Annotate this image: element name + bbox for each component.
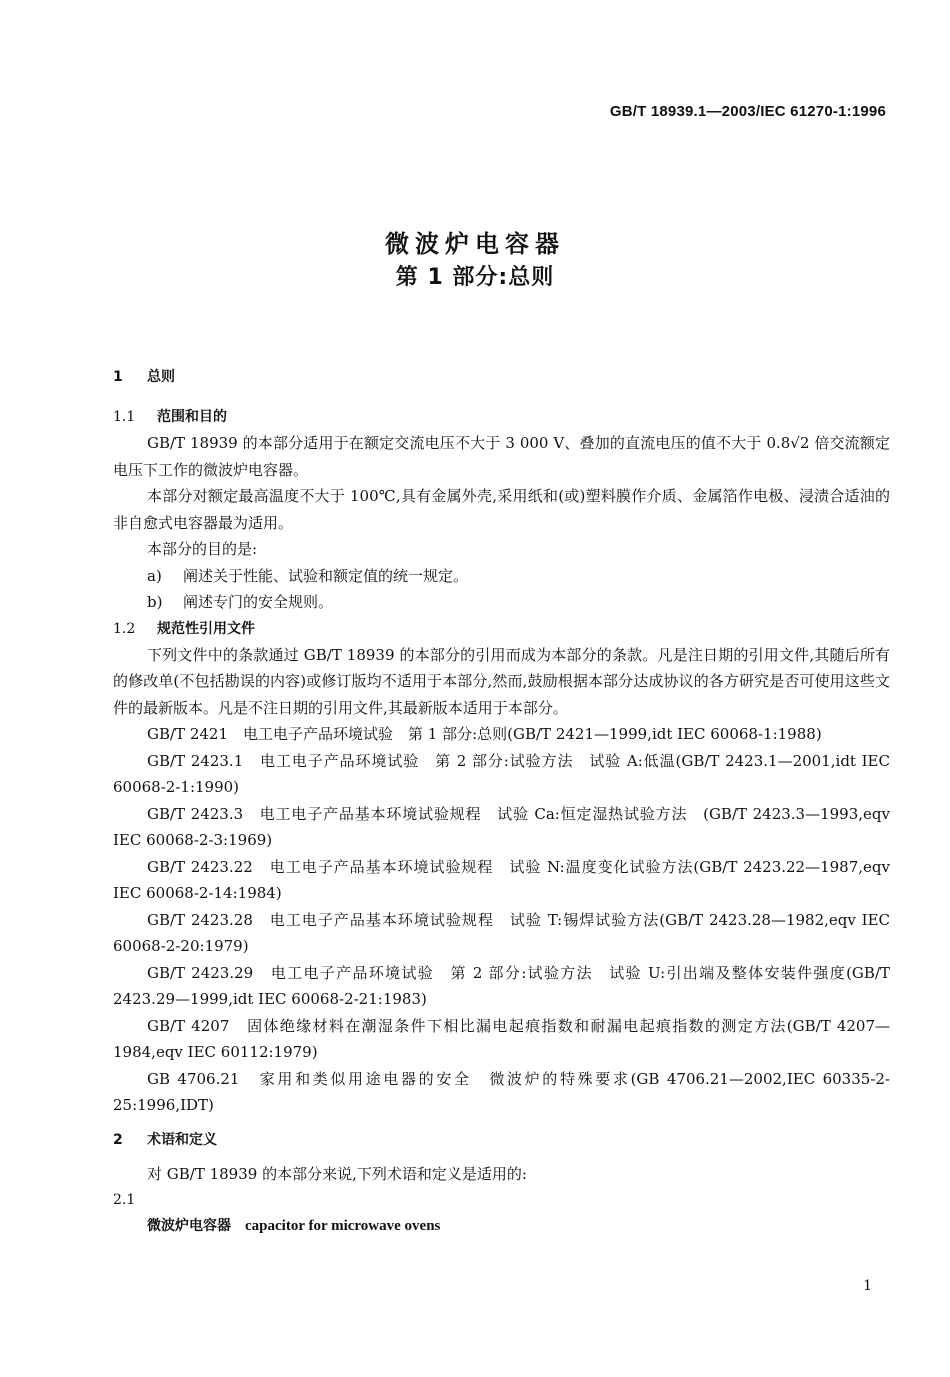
section-title: 术语和定义 <box>147 1131 217 1148</box>
paragraph: GB/T 18939 的本部分适用于在额定交流电压不大于 3 000 V、叠加的直流电压的值不大于 0.8√2 倍交流额定电压下工作的微波炉电容器。 <box>113 434 890 479</box>
section-number: 2.1 <box>113 1192 136 1208</box>
standard-code: GB/T 18939.1—2003/IEC 61270-1:1996 <box>609 103 886 120</box>
reference-entry: GB 4706.21 家用和类似用途电器的安全 微波炉的特殊要求(GB 4706.21—2002,IEC 60335-2-25:1996,IDT) <box>113 1069 890 1114</box>
reference-entry: GB/T 2421 电工电子产品环境试验 第 1 部分:总则(GB/T 2421—1999,idt IEC 60068-1:1988) <box>147 725 822 743</box>
section-title: 总则 <box>147 369 175 385</box>
paragraph: 本部分的目的是: <box>147 540 258 558</box>
document-body <box>113 364 890 1239</box>
title-line-1: 微波炉电容器 <box>385 230 565 258</box>
title-line-2: 第 1 部分:总则 <box>395 265 555 290</box>
reference-entry: GB/T 2423.3 电工电子产品基本环境试验规程 试验 Ca:恒定湿热试验方法 (GB/T 2423.3—1993,eqv IEC 60068-2-3:1969) <box>113 804 890 849</box>
section-1-2-heading <box>113 616 890 642</box>
section-2-1-heading <box>113 1187 890 1213</box>
term-entry <box>113 1213 890 1239</box>
reference-entry: GB/T 2423.1 电工电子产品环境试验 第 2 部分:试验方法 试验 A:低温(GB/T 2423.1—2001,idt IEC 60068-2-1:1990) <box>113 751 890 796</box>
list-text: 阐述专门的安全规则。 <box>183 593 334 611</box>
term-english: capacitor for microwave ovens <box>245 1218 441 1234</box>
list-item <box>113 589 890 616</box>
section-title: 规范性引用文件 <box>157 620 255 637</box>
list-text: 阐述关于性能、试验和额定值的统一规定。 <box>183 566 469 585</box>
reference-entry: GB/T 2423.28 电工电子产品基本环境试验规程 试验 T:锡焊试验方法(GB/T 2423.28—1982,eqv IEC 60068-2-20:1979) <box>113 910 890 955</box>
section-number: 1.1 <box>113 409 136 425</box>
section-1-1-heading <box>113 404 890 430</box>
section-number: 1 <box>113 369 123 385</box>
section-number: 1.2 <box>113 620 136 637</box>
section-number: 2 <box>113 1131 123 1148</box>
reference-entry: GB/T 4207 固体绝缘材料在潮湿条件下相比漏电起痕指数和耐漏电起痕指数的测定方法(GB/T 4207—1984,eqv IEC 60112:1979) <box>113 1016 890 1061</box>
term-chinese: 微波炉电容器 <box>147 1218 231 1234</box>
paragraph: 下列文件中的条款通过 GB/T 18939 的本部分的引用而成为本部分的条款。凡是注日期的引用文件,其随后所有的修改单(不包括勘误的内容)或修订版均不适用于本部分,然而,鼓励根据本部分达成协议的各方研究是否可使用这些文件的最新版本。凡是不注日期的引用文件,其最新版本适用于本部分。 <box>113 645 890 717</box>
list-item <box>113 563 890 590</box>
paragraph: 本部分对额定最高温度不大于 100℃,具有金属外壳,采用纸和(或)塑料膜作介质、金属箔作电极、浸渍合适油的非自愈式电容器最为适用。 <box>113 487 890 532</box>
section-2-heading <box>113 1127 890 1153</box>
page-number: 1 <box>863 1278 872 1294</box>
paragraph: 对 GB/T 18939 的本部分来说,下列术语和定义是适用的: <box>147 1164 527 1183</box>
reference-entry: GB/T 2423.29 电工电子产品环境试验 第 2 部分:试验方法 试验 U:引出端及整体安装件强度(GB/T 2423.29—1999,idt IEC 60068-2-21:1983) <box>113 963 890 1008</box>
list-marker: a) <box>147 566 162 585</box>
document-title <box>0 228 950 296</box>
section-title: 范围和目的 <box>157 409 227 425</box>
list-marker: b) <box>147 593 163 611</box>
section-1-heading <box>113 364 890 390</box>
reference-entry: GB/T 2423.22 电工电子产品基本环境试验规程 试验 N:温度变化试验方法(GB/T 2423.22—1987,eqv IEC 60068-2-14:1984) <box>113 857 890 902</box>
